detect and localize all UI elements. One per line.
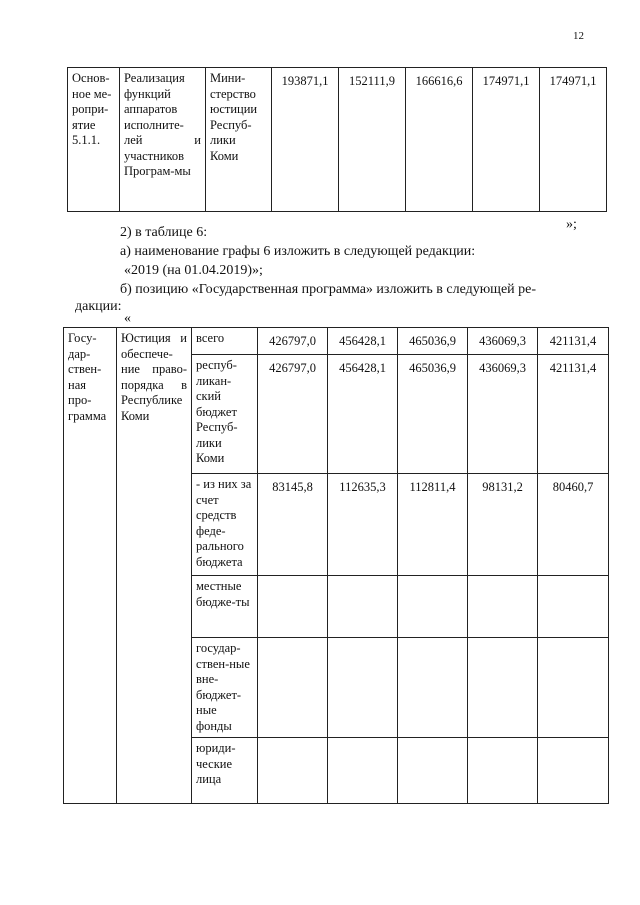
value-cell: 456428,1 [328, 355, 398, 474]
event-number-cell: Основ-ное ме-ропри-ятие 5.1.1. [68, 68, 120, 212]
value-cell [468, 576, 538, 638]
value-cell [398, 576, 468, 638]
value-cell: 426797,0 [258, 328, 328, 355]
value-cell [468, 638, 538, 738]
value-cell: 166616,6 [406, 68, 473, 212]
text-line: 2) в таблице 6: [120, 225, 208, 240]
value-cell: 426797,0 [258, 355, 328, 474]
program-title-cell: Юстиция и обеспече-ние право-порядка в Республике Коми [117, 328, 192, 804]
value-cell [328, 738, 398, 804]
value-cell: 98131,2 [468, 474, 538, 576]
value-cell: 421131,4 [538, 328, 609, 355]
value-cell: 465036,9 [398, 355, 468, 474]
state-program-table [63, 327, 609, 804]
value-cell: 436069,3 [468, 328, 538, 355]
value-cell [468, 738, 538, 804]
value-cell: 174971,1 [540, 68, 607, 212]
value-cell [258, 738, 328, 804]
value-cell [328, 638, 398, 738]
value-cell [538, 576, 609, 638]
funding-source-cell: всего [192, 328, 258, 355]
value-cell: 421131,4 [538, 355, 609, 474]
value-cell [258, 576, 328, 638]
value-cell [538, 638, 609, 738]
value-cell: 83145,8 [258, 474, 328, 576]
value-cell: 80460,7 [538, 474, 609, 576]
value-cell: 174971,1 [473, 68, 540, 212]
value-cell: 112635,3 [328, 474, 398, 576]
funding-source-cell: - из них за счет средств феде-рального бюджета [192, 474, 258, 576]
closing-quote-mark: »; [566, 217, 577, 232]
text-line: б) позицию «Государственная программа» изложить в следующей ре- [120, 282, 537, 297]
opening-quote-mark: « [124, 311, 131, 326]
event-name-cell: Реализация функций аппаратов исполните-лей и участников Програм-мы [120, 68, 206, 212]
value-cell: 465036,9 [398, 328, 468, 355]
text-line: «2019 (на 01.04.2019)»; [124, 263, 263, 278]
funding-source-cell: юриди-ческие лица [192, 738, 258, 804]
value-cell: 112811,4 [398, 474, 468, 576]
funding-source-cell: государ-ствен-ные вне-бюджет-ные фонды [192, 638, 258, 738]
value-cell: 193871,1 [272, 68, 339, 212]
text-line: а) наименование графы 6 изложить в следующей редакции: [120, 244, 476, 259]
program-name-cell: Госу-дар-ствен-ная про-грамма [64, 328, 117, 804]
program-table-top [67, 67, 607, 212]
funding-source-cell: респуб-ликан-ский бюджет Респуб-лики Коми [192, 355, 258, 474]
value-cell [258, 638, 328, 738]
table-row [68, 68, 607, 212]
value-cell [398, 638, 468, 738]
funding-source-cell: местные бюдже-ты [192, 576, 258, 638]
executor-cell: Мини-стерство юстиции Респуб-лики Коми [206, 68, 272, 212]
value-cell [398, 738, 468, 804]
value-cell [328, 576, 398, 638]
value-cell: 152111,9 [339, 68, 406, 212]
text-line: дакции: [75, 299, 122, 314]
value-cell: 436069,3 [468, 355, 538, 474]
table-row [64, 328, 609, 355]
page-number: 12 [573, 30, 584, 42]
value-cell [538, 738, 609, 804]
value-cell: 456428,1 [328, 328, 398, 355]
